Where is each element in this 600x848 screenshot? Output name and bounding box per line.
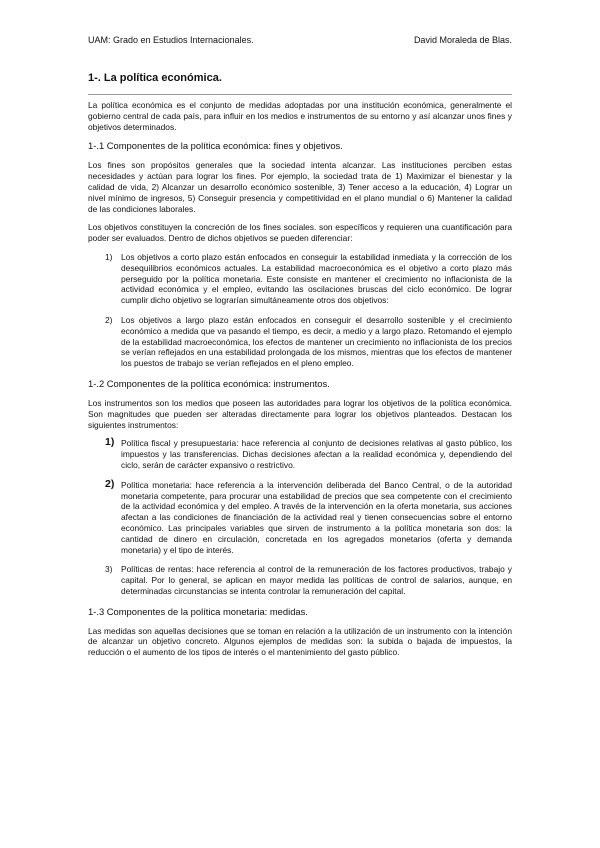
list-item xyxy=(88,315,512,369)
section3-paragraph-1: Las medidas son aquellas decisiones que se toman en relación a la utilización de un instrumento con la intención de alcanzar un objetivo concreto. Algunos ejemplos de medidas son: la subida o bajada de impuestos, la reducción o el aumento de los tipos de interés o el mantenimiento del gasto público. xyxy=(88,625,512,658)
section1-paragraph-2: Los objetivos constituyen la concreción de los fines sociales. son específicos y requieren una cuantificación para poder ser evaluados. Dentro de dichos objetivos se pueden diferenciar: xyxy=(88,222,512,244)
section2-paragraph-1: Los instrumentos son los medios que poseen las autoridades para lograr los objetivos de la política económica. Son magnitudes que pueden ser alteradas directamente para lograr los objetivos planteados. Destacan los siguientes instrumentos: xyxy=(88,397,512,430)
section-heading-1: 1-.1 Componentes de la política económica: fines y objetivos. xyxy=(88,140,343,152)
header-right: David Moraleda de Blas. xyxy=(413,35,512,45)
document-body xyxy=(88,100,512,666)
objectives-list xyxy=(88,252,512,369)
section-heading-3: 1-.3 Componentes de la política monetaria: medidas. xyxy=(88,605,308,617)
header-left: UAM: Grado en Estudios Internacionales. xyxy=(88,35,254,45)
list-item xyxy=(88,252,512,306)
intro-paragraph: La política económica es el conjunto de medidas adoptadas por una institución económica, generalmente el gobierno central de cada país, para influir en los medios e instrumentos de su entorno y así alcanzar unos fines y objetivos determinados. xyxy=(88,100,512,132)
section1-paragraph-1: Los fines son propósitos generales que la sociedad intenta alcanzar. Las instituciones perciben estas necesidades y actúan para lograr los fines. Por ejemplo, la sociedad trata de 1) Maximizar el bienestar y la calidad de vida, 2) Alcanzar un desarrollo económico sostenible, 3) Tener acceso a la educación, 4) Lograr un nivel mínimo de ingresos, 5) Conseguir presencia y competitividad en el plano mundial o 6) Mantener la calidad de las condiciones laborales. xyxy=(88,160,512,214)
section-heading-2: 1-.2 Componentes de la política económica: instrumentos. xyxy=(88,377,330,389)
list-item-number: 3) xyxy=(105,564,113,575)
list-item-text: Los objetivos a largo plazo están enfocados en conseguir el desarrollo sostenible y el crecimiento económico a medida que va pasando el tiempo, es decir, a medio y a largo plazo. Retomando el ejemplo de la estabilidad macroeconómica, los efectos de mantener un crecimiento no inflacionista de los precios se verían reflejados en una estabilidad prolongada de los mismos, mientras que los efectos de mantener los puestos de trabajo se verían reflejados en el pleno empleo. xyxy=(121,314,512,369)
title-divider xyxy=(88,94,512,95)
list-item xyxy=(88,477,512,556)
list-item xyxy=(88,438,512,470)
list-item-number: 1) xyxy=(105,436,115,449)
instruments-list xyxy=(88,438,512,596)
list-item-text: Políticas de rentas: hace referencia al control de la remuneración de los factores productivos, trabajo y capital. Por lo general, se aplican en mayor medida las políticas de control de salarios, aunque, en determinadas circunstancias se intenta controlar la remuneración del capital. xyxy=(121,564,512,596)
list-item-number: 2) xyxy=(105,314,113,325)
list-item-text: Política fiscal y presupuestaria: hace referencia al conjunto de decisiones relativas al gasto público, los impuestos y las transferencias. Dichas decisiones afectan a la realidad económica y, dependiendo del ciclo, serán de carácter expansivo o restrictivo. xyxy=(121,438,512,470)
page-header xyxy=(88,35,512,45)
page-title: 1-. La política económica. xyxy=(88,72,222,84)
list-item-text: Política monetaria: hace referencia a la intervención deliberada del Banco Central, o de la autoridad monetaria competente, para procurar una estabilidad de precios que sea competente con el crecimiento de la actividad económica y del empleo. A través de la intervención en la oferta monetaria, sus acciones afectan a las condiciones de financiación de la actividad real y tienen consecuencias sobre el entorno económico. Las principales variables que sirven de instrumento a la política monetaria son dos: la cantidad de dinero en circulación, concretada en los agregados monetarios (oferta y demanda monetaria) y el tipo de interés. xyxy=(121,479,512,555)
list-item xyxy=(88,564,512,596)
list-item-number: 1) xyxy=(105,251,113,262)
list-item-number: 2) xyxy=(105,477,115,490)
list-item-text: Los objetivos a corto plazo están enfocados en conseguir la estabilidad inmediata y la corrección de los desequilibrios económicos actuales. La estabilidad macroeconómica es el objetivo a corto plazo más perseguido por la política monetaria. Este consiste en mantener el crecimiento no inflacionista de la actividad económica y el empleo, evitando las oscilaciones bruscas del ciclo económico. De lograr cumplir dicho objetivo se lograrían simultáneamente otros dos objetivos: xyxy=(121,251,512,306)
